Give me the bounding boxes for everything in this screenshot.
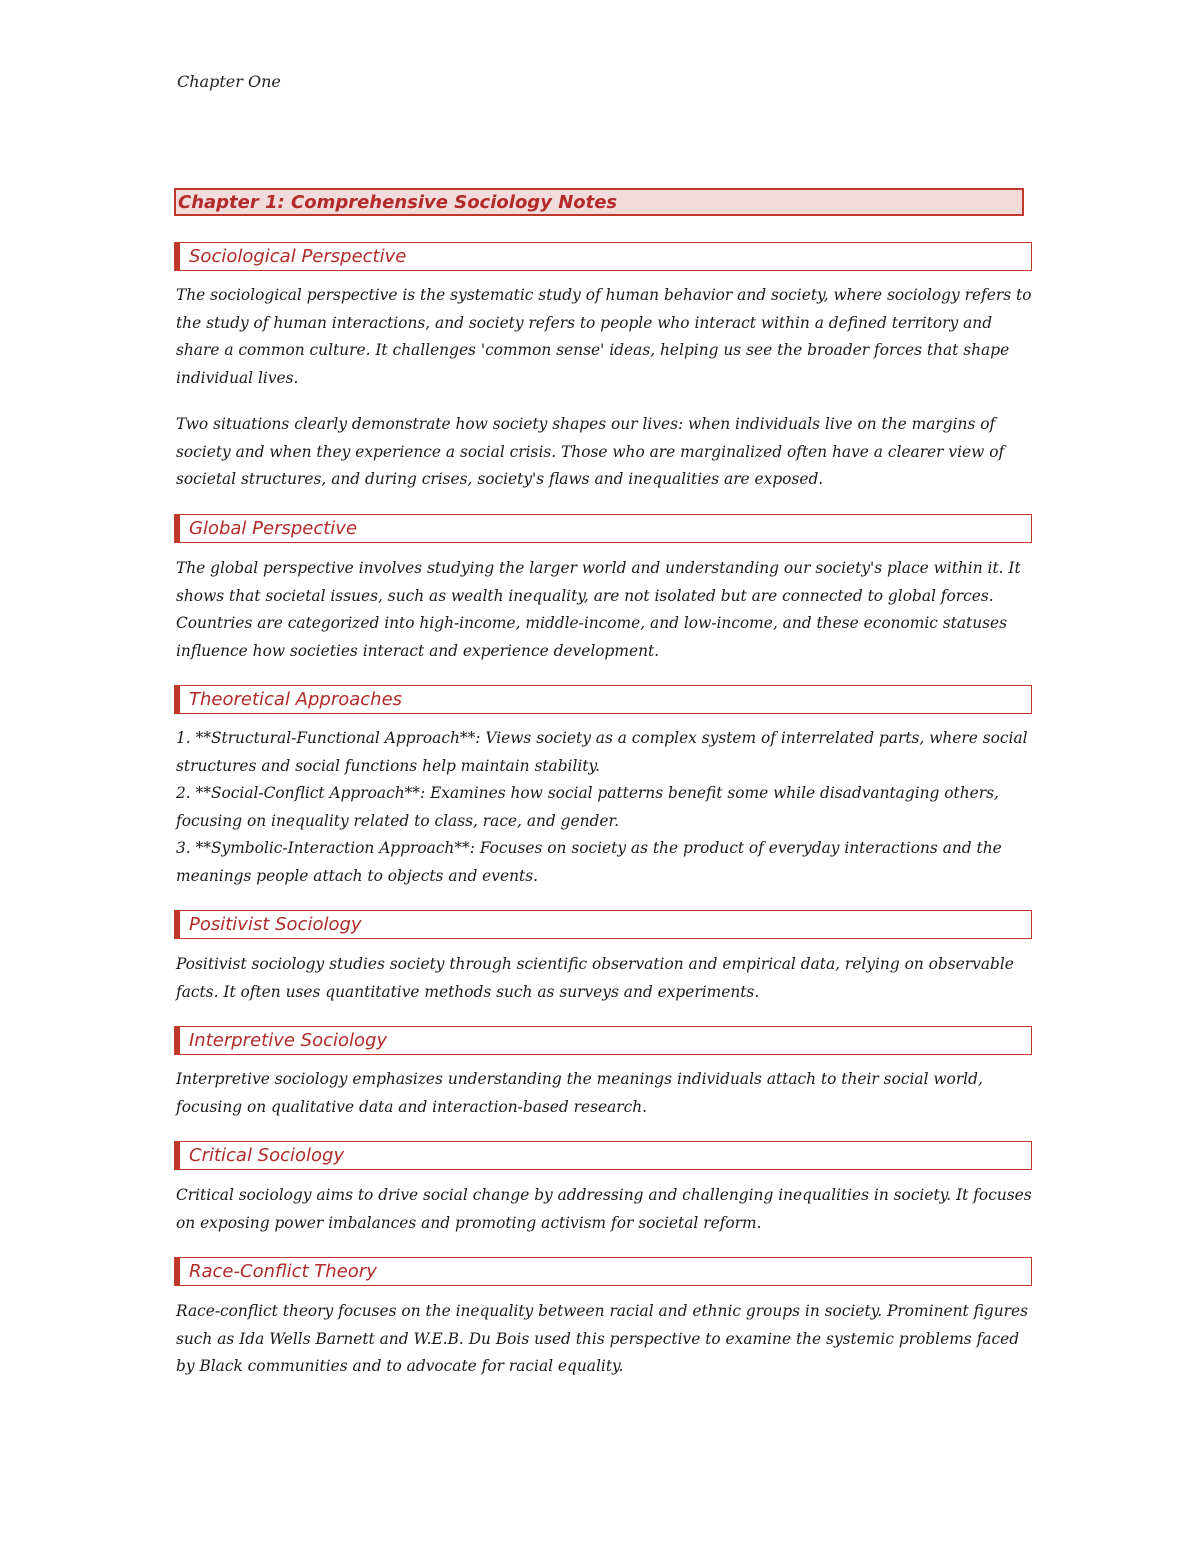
section-heading-critical-sociology: Critical Sociology bbox=[174, 1141, 1032, 1170]
list-item-structural-functional: 1. **Structural-Functional Approach**: Views society as a complex system of interrelated parts, where social structures and social functions help maintain stability. bbox=[176, 729, 1028, 775]
running-header: Chapter One bbox=[177, 72, 281, 91]
paragraph-sociological-perspective-2: Two situations clearly demonstrate how society shapes our lives: when individuals live on the margins of society and when they experience a social crisis. Those who are marginalized often have a clearer view of societal structures, and during crises, society's flaws and inequalities are exposed. bbox=[176, 415, 1005, 488]
paragraph-race-conflict-theory: Race-conflict theory focuses on the inequality between racial and ethnic groups in society. Prominent figures such as Ida Wells Barnett and W.E.B. Du Bois used this perspective to examine the systemic problems faced by Black communities and to advocate for racial equality. bbox=[176, 1302, 1028, 1375]
section-heading-sociological-perspective: Sociological Perspective bbox=[174, 242, 1032, 271]
document-title: Chapter 1: Comprehensive Sociology Notes bbox=[174, 188, 1024, 216]
paragraph-global-perspective: The global perspective involves studying the larger world and understanding our society's place within it. It shows that societal issues, such as wealth inequality, are not isolated but are connected to global forces. Countries are categorized into high-income, middle-income, and low-income, and these economic statuses influence how societies interact and experience development. bbox=[176, 559, 1021, 660]
paragraph-critical-sociology: Critical sociology aims to drive social change by addressing and challenging inequalities in society. It focuses on exposing power imbalances and promoting activism for societal reform. bbox=[176, 1186, 1032, 1232]
paragraph-sociological-perspective-1: The sociological perspective is the systematic study of human behavior and society, where sociology refers to the study of human interactions, and society refers to people who interact within a defined territory and share a common culture. It challenges 'common sense' ideas, helping us see the broader forces that shape individual lives. bbox=[176, 286, 1032, 387]
section-heading-theoretical-approaches: Theoretical Approaches bbox=[174, 685, 1032, 714]
list-item-social-conflict: 2. **Social-Conflict Approach**: Examines how social patterns benefit some while disadvantaging others, focusing on inequality related to class, race, and gender. bbox=[176, 784, 999, 830]
section-heading-positivist-sociology: Positivist Sociology bbox=[174, 910, 1032, 939]
theoretical-approaches-list bbox=[176, 725, 1036, 890]
paragraph-positivist-sociology: Positivist sociology studies society through scientific observation and empirical data, relying on observable facts. It often uses quantitative methods such as surveys and experiments. bbox=[176, 955, 1014, 1001]
list-item-symbolic-interaction: 3. **Symbolic-Interaction Approach**: Focuses on society as the product of everyday interactions and the meanings people attach to objects and events. bbox=[176, 839, 1002, 885]
paragraph-interpretive-sociology: Interpretive sociology emphasizes understanding the meanings individuals attach to their social world, focusing on qualitative data and interaction-based research. bbox=[176, 1070, 983, 1116]
section-heading-interpretive-sociology: Interpretive Sociology bbox=[174, 1026, 1032, 1055]
section-heading-race-conflict-theory: Race-Conflict Theory bbox=[174, 1257, 1032, 1286]
section-heading-global-perspective: Global Perspective bbox=[174, 514, 1032, 543]
